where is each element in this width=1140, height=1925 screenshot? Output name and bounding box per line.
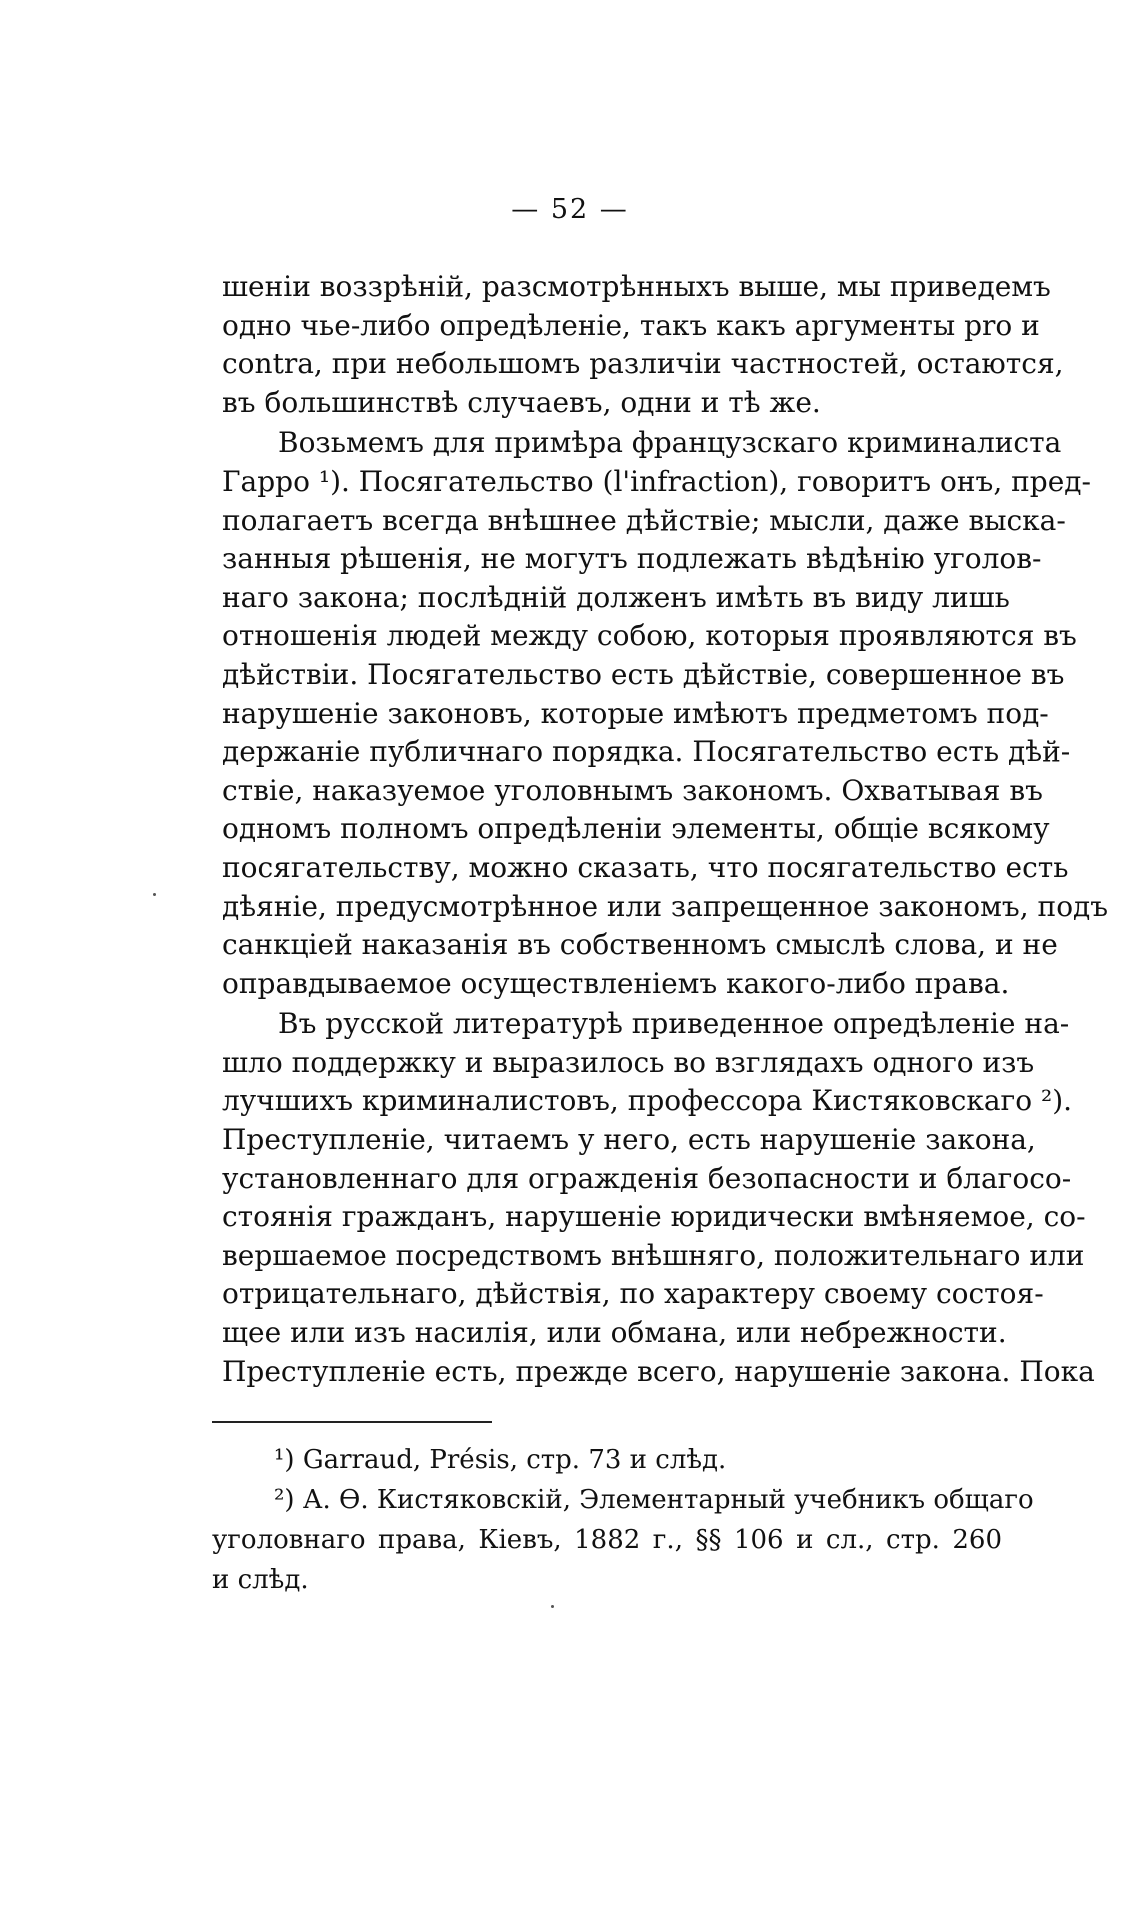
text-line: занныя рѣшенiя, не могутъ подлежать вѣдѣнiю уголов- [222,542,1042,576]
text-line: дѣйствiи. Посягательство есть дѣйствiе, совершенное въ [222,657,1065,691]
text-line: щее или изъ насилiя, или обмана, или небрежности. [222,1316,1007,1350]
text-line: одномъ полномъ опредѣленiи элементы, общiе всякому [222,812,1050,846]
footnote-divider [212,1421,492,1423]
text-line: держанiе публичнаго порядка. Посягательство есть дѣй- [222,735,1071,769]
main-text [222,268,1109,1391]
text-line: установленнаго для огражденiя безопасности и благосо- [222,1161,1072,1195]
footnotes [212,1440,1034,1600]
footnote-2-continued: уголовнаго права, Кiевъ, 1882 г., §§ 106 и сл., стр. 260 [212,1525,1002,1555]
text-line: Гарро ¹). Посягательство (l'infraction), говоритъ онъ, пред- [222,464,1091,498]
paper-speck [153,893,156,896]
text-line: санкцiей наказанiя въ собственномъ смыслѣ слова, и не [222,928,1058,962]
paper-speck [551,1605,554,1608]
footnote-2: ²) А. Ѳ. Кистяковскiй, Элементарный учебникъ общаго [274,1485,1034,1515]
footnote-2-continued: и слѣд. [212,1565,309,1595]
text-line: ствiе, наказуемое уголовнымъ закономъ. Охватывая въ [222,773,1043,807]
text-line: отрицательнаго, дѣйствiя, по характеру своему состоя- [222,1277,1044,1311]
footnote-1: ¹) Garraud, Présis, стр. 73 и слѣд. [274,1445,727,1475]
text-line: Преступленiе есть, прежде всего, нарушенiе закона. Пока [222,1354,1095,1388]
page-number: — 52 — [511,194,629,225]
text-line: вершаемое посредствомъ внѣшняго, положительнаго или [222,1238,1085,1272]
text-line: стоянiя гражданъ, нарушенiе юридически вмѣняемое, со- [222,1200,1086,1234]
text-line: шенiи воззрѣнiй, разсмотрѣнныхъ выше, мы приведемъ [222,270,1051,303]
text-line: Преступленiе, читаемъ у него, есть нарушенiе закона, [222,1123,1036,1157]
text-line: нарушенiе законовъ, которые имѣютъ предметомъ под- [222,696,1049,730]
text-line: Въ русской литературѣ приведенное опредѣленiе на- [278,1007,1070,1041]
text-line: оправдываемое осуществленiемъ какого-либо права. [222,966,1010,1000]
text-line: шло поддержку и выразилось во взглядахъ одного изъ [222,1045,1035,1079]
text-line: дѣянiе, предусмотрѣнное или запрещенное закономъ, подъ [222,889,1109,923]
text-line: лучшихъ криминалистовъ, профессора Кистяковскаго ²). [222,1084,1073,1118]
text-line: одно чье-либо опредѣленiе, такъ какъ аргументы pro и [222,308,1040,342]
text-line: полагаетъ всегда внѣшнее дѣйствiе; мысли, даже выска- [222,503,1066,537]
text-line: отношенiя людей между собою, которыя проявляются въ [222,619,1077,653]
text-line: Возьмемъ для примѣра французскаго криминалиста [278,426,1062,460]
text-line: наго закона; послѣднiй долженъ имѣть въ виду лишь [222,580,1010,614]
text-line: въ большинствѣ случаевъ, одни и тѣ же. [222,385,821,419]
text-line: посягательству, можно сказать, что посягательство есть [222,850,1069,884]
text-line: contra, при небольшомъ различiи частностей, остаются, [222,347,1064,381]
